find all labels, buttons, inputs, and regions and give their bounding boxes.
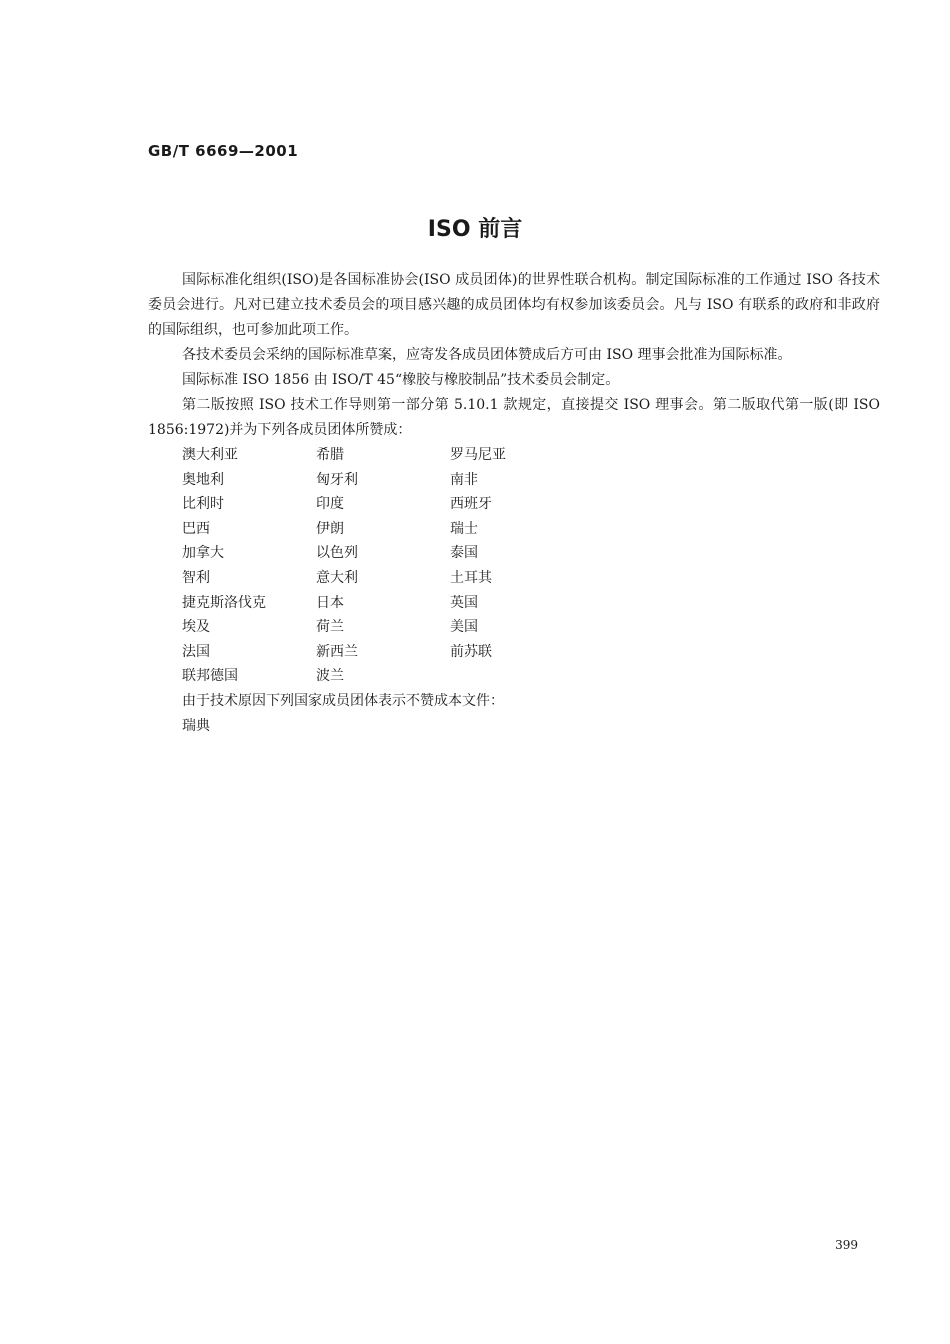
list-item: 日本	[316, 594, 344, 611]
page-number: 399	[835, 1238, 858, 1252]
list-item: 新西兰	[316, 643, 358, 660]
paragraph-iso-intro: 国际标准化组织(ISO)是各国标准协会(ISO 成员团体)的世界性联合机构。制定国际标准的工作通过 ISO 各技术委员会进行。凡对已建立技术委员会的项目感兴趣的成员团体均有权参加该委员会。凡与 ISO 有联系的政府和非政府的国际组织，也可参加此项工作。	[148, 272, 880, 338]
list-item: 希腊	[316, 447, 344, 463]
standard-code: GB/T 6669—2001	[148, 142, 299, 160]
list-item: 比利时	[182, 496, 224, 513]
list-item: 荷兰	[316, 619, 344, 636]
list-item: 南非	[450, 471, 478, 488]
list-item: 匈牙利	[316, 471, 358, 488]
list-item: 埃及	[182, 619, 210, 636]
list-item: 英国	[450, 594, 478, 611]
list-item: 土耳其	[450, 569, 492, 586]
list-item: 前苏联	[450, 643, 492, 660]
list-item: 瑞士	[450, 520, 478, 537]
document-body	[148, 268, 880, 739]
list-item: 加拿大	[182, 545, 224, 562]
list-item: 联邦德国	[182, 668, 238, 685]
list-item: 美国	[450, 619, 478, 636]
paragraph-approval: 各技术委员会采纳的国际标准草案，应寄发各成员团体赞成后方可由 ISO 理事会批准为国际标准。	[182, 347, 792, 363]
list-item: 澳大利亚	[182, 447, 238, 463]
list-item: 捷克斯洛伐克	[182, 594, 266, 611]
list-item: 法国	[182, 643, 210, 660]
list-item: 泰国	[450, 545, 478, 562]
disapproval-statement: 由于技术原因下列国家成员团体表示不赞成本文件：	[182, 692, 504, 709]
list-item: 印度	[316, 496, 344, 513]
list-item: 伊朗	[316, 520, 344, 537]
paragraph-committee: 国际标准 ISO 1856 由 ISO/T 45“橡胶与橡胶制品”技术委员会制定。	[182, 372, 620, 388]
approving-countries-list	[182, 443, 880, 689]
disapproving-country: 瑞典	[182, 717, 210, 734]
page-title: ISO 前言	[427, 217, 523, 242]
list-item	[450, 664, 584, 689]
list-item: 波兰	[316, 668, 344, 685]
list-item: 以色列	[316, 545, 358, 562]
list-item: 奥地利	[182, 471, 224, 488]
list-item: 巴西	[182, 520, 210, 537]
list-item: 罗马尼亚	[450, 447, 506, 463]
list-item: 西班牙	[450, 496, 492, 513]
paragraph-second-edition: 第二版按照 ISO 技术工作导则第一部分第 5.10.1 款规定，直接提交 ISO 理事会。第二版取代第一版(即 ISO 1856:1972)并为下列各成员团体所赞成：	[148, 397, 880, 438]
list-item: 意大利	[316, 569, 358, 586]
list-item: 智利	[182, 569, 210, 586]
